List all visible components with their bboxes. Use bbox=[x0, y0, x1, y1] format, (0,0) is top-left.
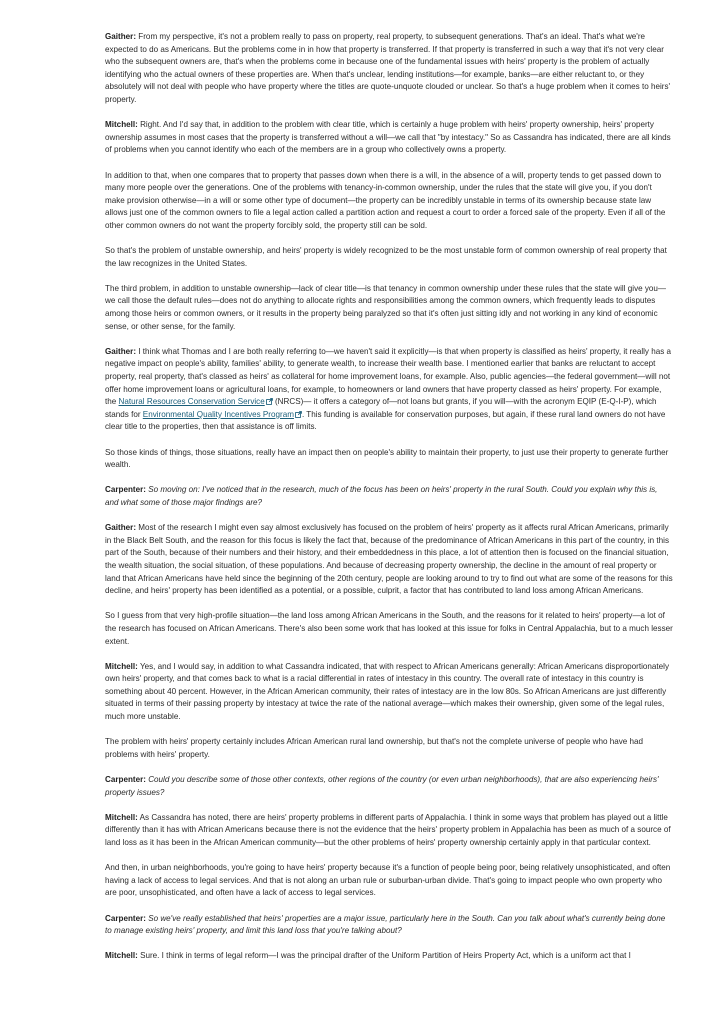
paragraph-text: In addition to that, when one compares that to property that passes down when there is a will, in the absence of a will, property tends to get passed down to many more people over the generations. One of the problems with tenancy-in-common ownership, under the rules that the state will give you, if you don't make provision otherwise—in a will or some other type of document—the property can be incredibly unstable in terms of its ownership because state law allows just one of the common owners to file a legal action called a partition action and request a court to order a forced sale of the property. Even if all of the other common owners do not want the property forcibly sold, the property still can be sold. bbox=[105, 170, 666, 230]
speaker-label: Mitchell: bbox=[105, 661, 138, 671]
paragraph bbox=[105, 119, 673, 157]
external-link-icon[interactable] bbox=[295, 411, 302, 418]
speaker-label: Gaither: bbox=[105, 346, 137, 356]
paragraph-text: So those kinds of things, those situations, really have an impact then on people's ability to maintain their property, to just use their property to generate further wealth. bbox=[105, 447, 669, 470]
paragraph bbox=[105, 31, 673, 107]
paragraph bbox=[105, 610, 673, 648]
speaker-label: Gaither: bbox=[105, 32, 137, 41]
paragraph-text: As Cassandra has noted, there are heirs' property problems in different parts of Appalachia. I think in some ways that problem has played out a little differently than it has with African Americans because there is not the evidence that the heirs' property problem in Appalachia has been as much of a source of land loss as it has been in the African American community—but the other problems of heirs' property ownership certainly apply in that particular context. bbox=[105, 812, 671, 847]
paragraph-text: From my perspective, it's not a problem really to pass on property, real property, to subsequent generations. That's an ideal. That's what we're expected to do as Americans. But the problems come in in how that property is transferred. If that property is transferred in such a way that it's not very clear who the subsequent owners are, that's when the problems come in because one of the fundamental issues with heirs' property is the problem of actually identifying who the actual owners of these properties are. When that's unclear, lending institutions—for example, banks—are either reluctant to, or they absolutely will not deal with people who have property where the titles are quote-unquote clouded or unclear. So that's a huge problem when it comes to heirs' property. bbox=[105, 32, 671, 104]
interview-transcript bbox=[105, 31, 673, 976]
question-text: So moving on: I've noticed that in the research, much of the focus has been on heirs' property in the rural South. Could you explain why this is, and what some of those major findings are? bbox=[105, 485, 658, 507]
paragraph bbox=[105, 774, 673, 799]
speaker-label: Carpenter: bbox=[105, 913, 146, 923]
paragraph-text: The third problem, in addition to unstable ownership—lack of clear title—is that tenancy in common ownership under these rules that the state will give you—we call those the default rules—does not do anything to allocate rights and responsibilities among the common owners, which frequently leads to disputes among those heirs or common owners, or it results in the property being paralyzed so that it's often just sitting idly and not working in any kind of economic sense, or other sense, for the family. bbox=[105, 283, 667, 331]
speaker-label: Gaither: bbox=[105, 523, 137, 533]
paragraph-text: Right. And I'd say that, in addition to the problem with clear title, which is certainly a huge problem with heirs' property ownership, heirs' property ownership assumes in most cases that the property is transferred without a will—we call that "by intestacy." So as Cassandra has indicated, there are all kinds of problems when you cannot identify who each of the members are in a group who collectively owns a property. bbox=[105, 120, 671, 155]
paragraph-text: . This funding is available for conservation purposes, but again, if these rural land owners do not have clear title to the properties, then that assistance is off limits. bbox=[105, 409, 666, 432]
speaker-label: Carpenter: bbox=[105, 485, 146, 495]
paragraph bbox=[105, 950, 673, 963]
paragraph bbox=[105, 346, 673, 434]
paragraph bbox=[105, 170, 673, 233]
speaker-label: Mitchell: bbox=[105, 812, 138, 822]
speaker-label: Carpenter: bbox=[105, 775, 146, 785]
paragraph bbox=[105, 447, 673, 472]
speaker-label: Mitchell: bbox=[105, 120, 138, 130]
speaker-label: Mitchell: bbox=[105, 951, 138, 961]
paragraph-text: Sure. I think in terms of legal reform—I was the principal drafter of the Uniform Partition of Heirs Property Act, which is a uniform act that I bbox=[140, 951, 631, 961]
paragraph-text: So that's the problem of unstable ownership, and heirs' property is widely recognized to be the most unstable form of common ownership of real property that the law recognizes in the United States. bbox=[105, 246, 667, 268]
paragraph bbox=[105, 245, 673, 270]
paragraph-text: So I guess from that very high-profile situation—the land loss among African Americans in the South, and the reasons for it related to heirs' property—a lot of the research has focused on African Americans. There's also been some work that has looked at this issue for folks in Central Appalachia, but to a much lesser extent. bbox=[105, 611, 673, 646]
external-link-icon[interactable] bbox=[266, 398, 273, 405]
paragraph bbox=[105, 484, 673, 509]
question-text: So we've really established that heirs' properties are a major issue, particularly here in the South. Can you talk about what's currently being done to manage existing heirs' property, and limit this land loss that you're talking about? bbox=[105, 913, 666, 936]
paragraph-text: Yes, and I would say, in addition to what Cassandra indicated, that with respect to African Americans generally: African Americans disproportionately own heirs' property, and that comes back to what is a racial differential in rates of intestacy in this country. The overall rate of intestacy in this country is something about 40 percent. However, in the African American community, their rates of intestacy are in the low 80s. So African Americans are just differently situated in terms of their passing property by intestacy at twice the rate of the national average—which makes their ownership, given some of the legal rules, much more unstable. bbox=[105, 661, 670, 722]
eqip-link[interactable]: Environmental Quality Incentives Program bbox=[142, 409, 294, 419]
paragraph-text: The problem with heirs' property certainly includes African American rural land ownership, but that's not the complete universe of people who have had problems with heirs' property. bbox=[105, 737, 644, 759]
paragraph bbox=[105, 661, 673, 724]
paragraph-text: And then, in urban neighborhoods, you're going to have heirs' property because it's a function of people being poor, being relatively unsophisticated, and often having a lack of access to legal services. And that is not along an urban rule or suburban-urban divide. That's going to impact people who own property who are poor, unsophisticated, and often have a lack of access to legal services. bbox=[105, 863, 671, 898]
paragraph bbox=[105, 283, 673, 333]
paragraph-text: I think what Thomas and I are both really referring to—we haven't said it explicitly—is that when property is classified as heirs' property, it really has a negative impact on people's ability, families' ability, to generate wealth, to increase their wealth base. I mentioned earlier that banks are reluctant to accept property, real property, that's classed as heirs' as collateral for home improvement loans, for example. Also, public agencies—the federal government—will not offer home improvement loans or agricultural loans, for example, to homeowners or land owners that have property classed as heirs' property. For example, the bbox=[105, 346, 672, 407]
paragraph bbox=[105, 522, 673, 598]
paragraph bbox=[105, 812, 673, 850]
paragraph-text: Most of the research I might even say almost exclusively has focused on the problem of heirs' property as it affects rural African Americans, primarily in the Black Belt South, and the reason for this focus is likely the fact that, because of the predominance of African Americans in this part of the country, in this part of the South, because of their numbers and their history, and their embeddedness in this place, a lot of attention then is focused on the financial situation, the wealth situation, the social situation, of these populations. And because of decreasing property ownership, the decline in the amount of real property or land that African Americans have held since the beginning of the 20th century, people are looking around to try to find out what are some of the reasons for this decline, and heirs' property has been identified as a potential, or a possible, culprit, a factor that has contributed to land loss among African Americans. bbox=[105, 523, 673, 596]
paragraph-text: (NRCS)— it offers a category of—not loans but grants, if you will—with the acronym EQIP (E-Q-I-P), which stands for bbox=[105, 397, 657, 419]
paragraph bbox=[105, 862, 673, 900]
paragraph bbox=[105, 736, 673, 761]
question-text: Could you describe some of those other contexts, other regions of the country (or even urban neighborhoods), that are also experiencing heirs' property issues? bbox=[105, 775, 659, 797]
paragraph bbox=[105, 913, 673, 938]
nrcs-link[interactable]: Natural Resources Conservation Service bbox=[118, 397, 265, 407]
